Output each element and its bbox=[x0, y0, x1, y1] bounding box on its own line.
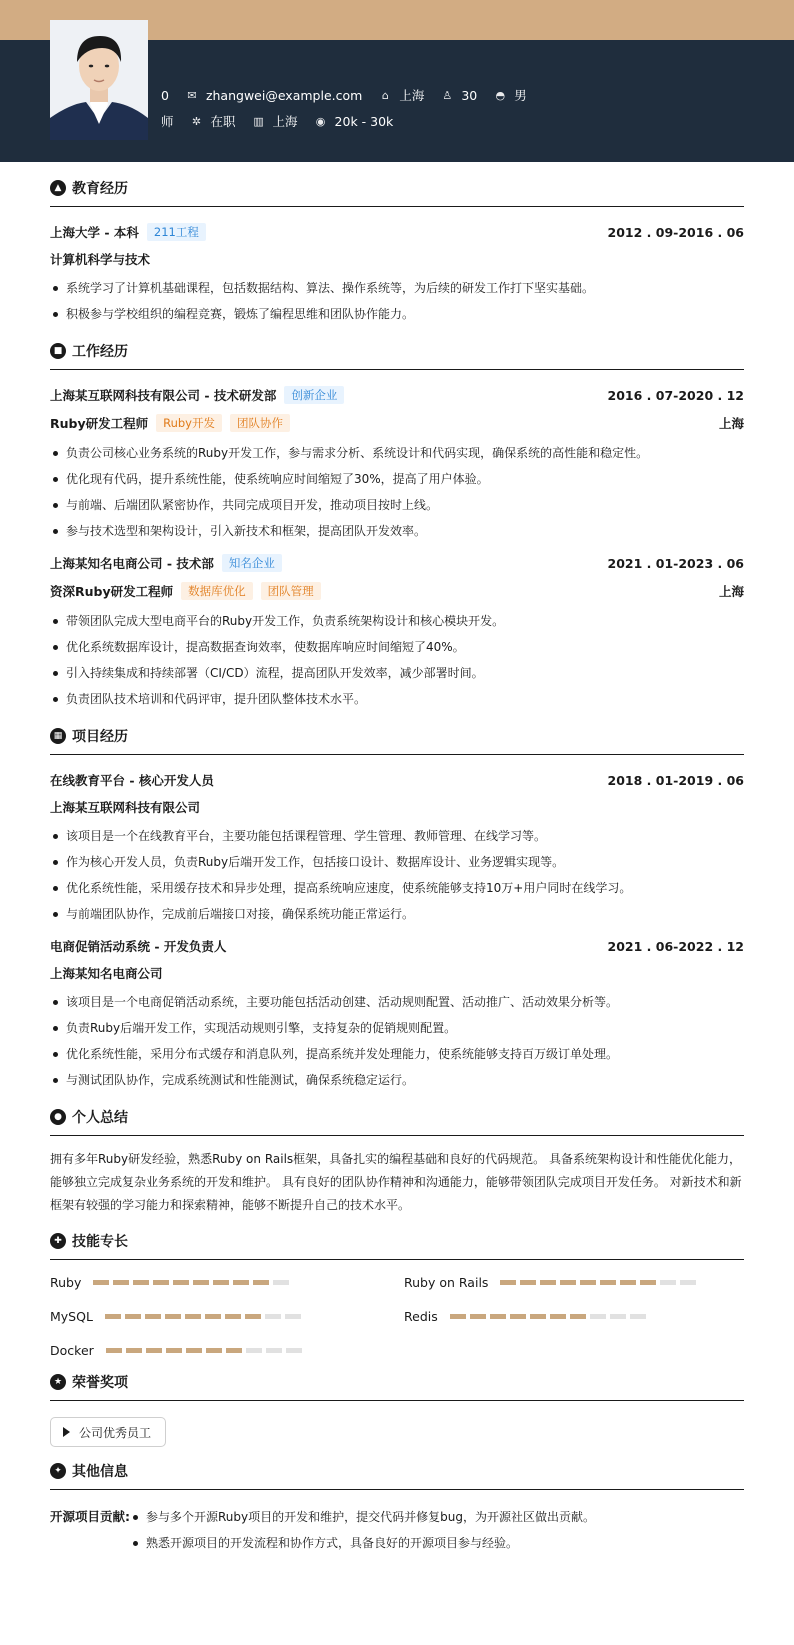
skill-item bbox=[404, 1274, 744, 1290]
skill-level-segment bbox=[153, 1280, 169, 1285]
info-text: 上海 bbox=[272, 114, 298, 129]
bullet-list bbox=[130, 1504, 595, 1556]
section-header bbox=[50, 1461, 744, 1490]
skill-level-segment bbox=[185, 1314, 201, 1319]
list-item: 参与技术选型和架构设计，引入新技术和框架，提高团队开发效率。 bbox=[50, 518, 744, 544]
status-icon: ✲ bbox=[191, 114, 202, 128]
info-text: 30 bbox=[461, 87, 478, 103]
job-info-row bbox=[140, 112, 409, 130]
projects-section bbox=[50, 726, 744, 1093]
list-item: 作为核心开发人员，负责Ruby后端开发工作，包括接口设计、数据库设计、业务逻辑实现等。 bbox=[50, 849, 744, 875]
list-item: 带领团队完成大型电商平台的Ruby开发工作，负责系统架构设计和核心模块开发。 bbox=[50, 608, 744, 634]
list-item: 与测试团队协作，完成系统测试和性能测试，确保系统稳定运行。 bbox=[50, 1067, 744, 1093]
skill-name: Ruby bbox=[50, 1274, 82, 1290]
skill-level-segment bbox=[500, 1280, 516, 1285]
skill-item bbox=[50, 1274, 404, 1290]
skill-level-segment bbox=[640, 1280, 656, 1285]
section-title: 工作经历 bbox=[72, 344, 128, 360]
work-entry bbox=[50, 384, 744, 544]
gender-info bbox=[493, 86, 527, 104]
skill-level-segment bbox=[630, 1314, 646, 1319]
skill-level-segment bbox=[620, 1280, 636, 1285]
skill-level-segment bbox=[530, 1314, 546, 1319]
info-text: 师 bbox=[161, 114, 174, 129]
contact-info-row bbox=[140, 86, 543, 104]
skill-level-segment bbox=[253, 1280, 269, 1285]
skill-level-segment bbox=[450, 1314, 466, 1319]
summary-text: 拥有多年Ruby研发经验，熟悉Ruby on Rails框架，具备扎实的编程基础和良好的代码规范。 具备系统架构设计和性能优化能力，能够独立完成复杂业务系统的开发和维护。 具有良好的团队协作精神和沟通能力，能够带领团队完成项目开发任务。 对新技术和新框架有较强的学习能力和探索精神，能够不断提升自己的技术水平。 bbox=[50, 1152, 742, 1212]
skill-level-segment bbox=[233, 1280, 249, 1285]
home-info bbox=[378, 86, 424, 104]
mail-icon: ✉ bbox=[187, 88, 197, 102]
list-item: 负责团队技术培训和代码评审，提升团队整体技术水平。 bbox=[50, 686, 744, 712]
education-section bbox=[50, 178, 744, 327]
skill-tag: Ruby开发 bbox=[156, 414, 222, 432]
skill-level-bar bbox=[106, 1348, 306, 1353]
list-item: 优化系统性能，采用分布式缓存和消息队列，提高系统并发处理能力，使系统能够支持百万级订单处理。 bbox=[50, 1041, 744, 1067]
skills-section bbox=[50, 1231, 744, 1358]
other-label: 开源项目贡献: bbox=[50, 1509, 130, 1524]
skill-item bbox=[404, 1308, 744, 1324]
skill-level-segment bbox=[285, 1314, 301, 1319]
skill-level-bar bbox=[450, 1314, 650, 1319]
skill-level-segment bbox=[206, 1348, 222, 1353]
status-info bbox=[190, 112, 236, 130]
skill-level-segment bbox=[590, 1314, 606, 1319]
skill-level-segment bbox=[93, 1280, 109, 1285]
skill-level-segment bbox=[126, 1348, 142, 1353]
award-label: 公司优秀员工 bbox=[79, 1425, 152, 1440]
skill-level-segment bbox=[173, 1280, 189, 1285]
skill-level-segment bbox=[470, 1314, 486, 1319]
bullet-list bbox=[50, 823, 744, 927]
resume-body bbox=[50, 178, 744, 1570]
project-entry bbox=[50, 769, 744, 927]
school-tag: 211工程 bbox=[147, 223, 206, 241]
bullet-list bbox=[50, 989, 744, 1093]
date-range: 2016 . 07-2020 . 12 bbox=[607, 387, 744, 403]
skill-tag: 数据库优化 bbox=[181, 582, 253, 600]
user-icon: ● bbox=[50, 1109, 66, 1125]
list-item: 该项目是一个在线教育平台，主要功能包括课程管理、学生管理、教师管理、在线学习等。 bbox=[50, 823, 744, 849]
skill-level-bar bbox=[500, 1280, 700, 1285]
skill-level-segment bbox=[113, 1280, 129, 1285]
skill-level-segment bbox=[246, 1348, 262, 1353]
skill-tag: 团队协作 bbox=[230, 414, 290, 432]
skill-level-segment bbox=[146, 1348, 162, 1353]
info-text: 20k - 30k bbox=[334, 113, 394, 129]
skill-level-segment bbox=[226, 1348, 242, 1353]
work-section bbox=[50, 341, 744, 712]
list-item: 优化系统性能，采用缓存技术和异步处理，提高系统响应速度，使系统能够支持10万+用户同时在线学习。 bbox=[50, 875, 744, 901]
info-text: 上海 bbox=[399, 88, 425, 103]
skill-level-segment bbox=[680, 1280, 696, 1285]
skill-level-segment bbox=[213, 1280, 229, 1285]
skill-level-segment bbox=[580, 1280, 596, 1285]
skill-level-segment bbox=[570, 1314, 586, 1319]
info-icon: ✦ bbox=[50, 1463, 66, 1479]
section-header bbox=[50, 178, 744, 207]
skill-level-segment bbox=[133, 1280, 149, 1285]
thumbs-up-icon: ✚ bbox=[50, 1233, 66, 1249]
section-title: 项目经历 bbox=[72, 729, 128, 745]
project-entry bbox=[50, 935, 744, 1093]
bullet-list bbox=[50, 608, 744, 712]
skill-level-segment bbox=[265, 1314, 281, 1319]
skill-level-segment bbox=[165, 1314, 181, 1319]
bullet-list bbox=[50, 440, 744, 544]
salary-info bbox=[314, 114, 394, 129]
skill-level-segment bbox=[266, 1348, 282, 1353]
company-tag: 知名企业 bbox=[222, 554, 282, 572]
home-icon: ⌂ bbox=[381, 88, 389, 102]
honors-section bbox=[50, 1372, 744, 1447]
list-item: 引入持续集成和持续部署（CI/CD）流程，提高团队开发效率，减少部署时间。 bbox=[50, 660, 744, 686]
skill-level-segment bbox=[540, 1280, 556, 1285]
list-item: 参与多个开源Ruby项目的开发和维护，提交代码并修复bug，为开源社区做出贡献。 bbox=[130, 1504, 595, 1530]
skill-level-segment bbox=[273, 1280, 289, 1285]
info-text: 在职 bbox=[210, 114, 236, 129]
skill-level-segment bbox=[245, 1314, 261, 1319]
company-tag: 创新企业 bbox=[284, 386, 344, 404]
location: 上海 bbox=[718, 584, 744, 599]
education-entry bbox=[50, 221, 744, 327]
mail-info bbox=[185, 88, 362, 103]
skill-level-segment bbox=[490, 1314, 506, 1319]
section-title: 其他信息 bbox=[72, 1464, 128, 1480]
skill-level-segment bbox=[193, 1280, 209, 1285]
skill-level-segment bbox=[166, 1348, 182, 1353]
list-item: 负责Ruby后端开发工作，实现活动规则引擎，支持复杂的促销规则配置。 bbox=[50, 1015, 744, 1041]
portrait-image bbox=[50, 20, 148, 140]
other-info-row bbox=[50, 1504, 744, 1556]
major: 计算机科学与技术 bbox=[50, 252, 151, 267]
skill-level-segment bbox=[520, 1280, 536, 1285]
skill-level-segment bbox=[600, 1280, 616, 1285]
grid-icon: ▦ bbox=[50, 728, 66, 744]
section-header bbox=[50, 726, 744, 755]
skill-level-bar bbox=[93, 1280, 293, 1285]
skill-level-segment bbox=[560, 1280, 576, 1285]
section-header bbox=[50, 341, 744, 370]
skill-level-segment bbox=[205, 1314, 221, 1319]
gender-icon: ◓ bbox=[495, 88, 506, 102]
project-title: 电商促销活动系统 - 开发负责人 bbox=[50, 939, 227, 954]
list-item: 积极参与学校组织的编程竞赛，锻炼了编程思维和团队协作能力。 bbox=[50, 301, 744, 327]
bullet-list bbox=[50, 275, 744, 327]
date-range: 2021 . 06-2022 . 12 bbox=[607, 938, 744, 954]
briefcase-icon: ■ bbox=[50, 343, 66, 359]
list-item: 系统学习了计算机基础课程，包括数据结构、算法、操作系统等，为后续的研发工作打下坚实基础。 bbox=[50, 275, 744, 301]
list-item: 该项目是一个电商促销活动系统，主要功能包括活动创建、活动规则配置、活动推广、活动效果分析等。 bbox=[50, 989, 744, 1015]
age-icon: ♙ bbox=[442, 88, 453, 102]
skill-level-segment bbox=[125, 1314, 141, 1319]
play-icon bbox=[63, 1427, 70, 1437]
list-item: 负责公司核心业务系统的Ruby开发工作，参与需求分析、系统设计和代码实现，确保系统的高性能和稳定性。 bbox=[50, 440, 744, 466]
skills-grid bbox=[50, 1274, 744, 1358]
skill-name: Redis bbox=[404, 1308, 438, 1324]
section-title: 教育经历 bbox=[72, 181, 128, 197]
skill-level-segment bbox=[660, 1280, 676, 1285]
graduation-cap-icon: ▲ bbox=[50, 180, 66, 196]
section-header bbox=[50, 1231, 744, 1260]
building-icon: ▥ bbox=[253, 114, 264, 128]
salary-icon: ◉ bbox=[315, 114, 326, 128]
skill-level-segment bbox=[225, 1314, 241, 1319]
other-section bbox=[50, 1461, 744, 1556]
position-title: Ruby研发工程师 bbox=[50, 416, 149, 431]
age-info bbox=[440, 88, 477, 103]
info-text: zhangwei@example.com bbox=[205, 87, 363, 103]
list-item: 优化系统数据库设计，提高数据查询效率，使数据库响应时间缩短了40%。 bbox=[50, 634, 744, 660]
list-item: 熟悉开源项目的开发流程和协作方式，具备良好的开源项目参与经验。 bbox=[130, 1530, 595, 1556]
skill-level-segment bbox=[286, 1348, 302, 1353]
skill-item bbox=[50, 1342, 404, 1358]
skill-name: Docker bbox=[50, 1342, 94, 1358]
skill-level-bar bbox=[105, 1314, 305, 1319]
skill-level-segment bbox=[550, 1314, 566, 1319]
skill-name: Ruby on Rails bbox=[404, 1274, 489, 1290]
section-title: 荣誉奖项 bbox=[72, 1375, 128, 1391]
project-company: 上海某知名电商公司 bbox=[50, 966, 163, 981]
skill-level-segment bbox=[610, 1314, 626, 1319]
section-title: 技能专长 bbox=[72, 1234, 128, 1250]
skill-item bbox=[50, 1308, 404, 1324]
work-entry bbox=[50, 552, 744, 712]
skill-tag: 团队管理 bbox=[261, 582, 321, 600]
company-title: 上海某互联网科技有限公司 - 技术研发部 bbox=[50, 388, 277, 403]
skill-level-segment bbox=[510, 1314, 526, 1319]
skill-level-segment bbox=[145, 1314, 161, 1319]
project-title: 在线教育平台 - 核心开发人员 bbox=[50, 773, 214, 788]
award-icon: ★ bbox=[50, 1374, 66, 1390]
position-title: 资深Ruby研发工程师 bbox=[50, 584, 174, 599]
list-item: 优化现有代码，提升系统性能，使系统响应时间缩短了30%，提高了用户体验。 bbox=[50, 466, 744, 492]
date-range: 2012 . 09-2016 . 06 bbox=[607, 224, 744, 240]
date-range: 2018 . 01-2019 . 06 bbox=[607, 772, 744, 788]
info-text: 男 bbox=[514, 88, 527, 103]
award-item[interactable] bbox=[50, 1417, 166, 1447]
list-item: 与前端、后端团队紧密协作，共同完成项目开发，推动项目按时上线。 bbox=[50, 492, 744, 518]
skill-name: MySQL bbox=[50, 1308, 93, 1324]
summary-section bbox=[50, 1107, 744, 1217]
avatar bbox=[50, 20, 148, 140]
building-info bbox=[252, 112, 298, 130]
section-header bbox=[50, 1372, 744, 1401]
skill-level-segment bbox=[186, 1348, 202, 1353]
company-title: 上海某知名电商公司 - 技术部 bbox=[50, 556, 214, 571]
list-item: 与前端团队协作，完成前后端接口对接，确保系统功能正常运行。 bbox=[50, 901, 744, 927]
skill-level-segment bbox=[105, 1314, 121, 1319]
school-title: 上海大学 - 本科 bbox=[50, 225, 139, 240]
section-header bbox=[50, 1107, 744, 1136]
skill-level-segment bbox=[106, 1348, 122, 1353]
location: 上海 bbox=[718, 416, 744, 431]
project-company: 上海某互联网科技有限公司 bbox=[50, 800, 201, 815]
date-range: 2021 . 01-2023 . 06 bbox=[607, 555, 744, 571]
info-text: 0 bbox=[161, 87, 169, 103]
section-title: 个人总结 bbox=[72, 1110, 128, 1126]
